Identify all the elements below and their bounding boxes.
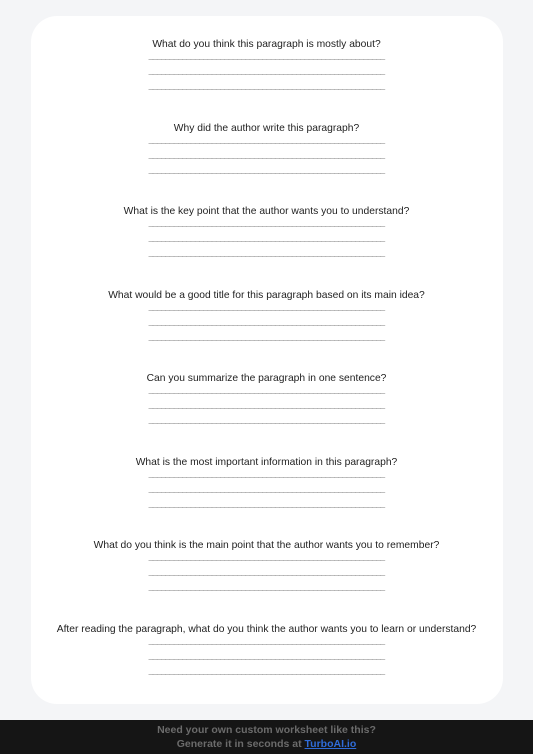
- question-text: Can you summarize the paragraph in one sentence?: [146, 373, 387, 384]
- question-block: [0, 205, 533, 275]
- question-text: What is the most important information in this paragraph?: [135, 457, 398, 468]
- promo-headline: Need your own custom worksheet like this?: [157, 724, 376, 736]
- question-block: [0, 623, 533, 693]
- question-text: Why did the author write this paragraph?: [173, 123, 360, 134]
- answer-line: ________________________________________________________: [148, 400, 385, 409]
- answer-line: ________________________________________________________: [148, 499, 385, 508]
- promo-subline: [0, 738, 533, 751]
- answer-line: ________________________________________________________: [148, 233, 385, 242]
- answer-line: ________________________________________________________: [148, 582, 385, 591]
- answer-line: ________________________________________________________: [148, 552, 385, 561]
- answer-line: ________________________________________________________: [148, 415, 385, 424]
- answer-line: ________________________________________________________: [148, 165, 385, 174]
- question-text: After reading the paragraph, what do you think the author wants you to learn or understand?: [56, 624, 477, 635]
- answer-line: ________________________________________________________: [148, 81, 385, 90]
- answer-line: ________________________________________________________: [148, 51, 385, 60]
- question-block: [0, 539, 533, 609]
- question-block: [0, 289, 533, 359]
- question-block: [0, 122, 533, 192]
- answer-line: ________________________________________________________: [148, 484, 385, 493]
- turboai-link[interactable]: TurboAI.io: [304, 738, 357, 750]
- answer-line: ________________________________________________________: [148, 651, 385, 660]
- answer-line: ________________________________________________________: [148, 150, 385, 159]
- question-block: [0, 456, 533, 526]
- question-text: What do you think this paragraph is mostly about?: [152, 39, 381, 50]
- answer-line: ________________________________________________________: [148, 218, 385, 227]
- answer-line: ________________________________________________________: [148, 317, 385, 326]
- question-block: [0, 372, 533, 442]
- question-text: What is the key point that the author wants you to understand?: [123, 206, 410, 217]
- answer-line: ________________________________________________________: [148, 248, 385, 257]
- answer-line: ________________________________________________________: [148, 302, 385, 311]
- answer-line: ________________________________________________________: [148, 66, 385, 75]
- promo-footer: [0, 720, 533, 754]
- answer-line: ________________________________________________________: [148, 636, 385, 645]
- answer-line: ________________________________________________________: [148, 332, 385, 341]
- question-text: What would be a good title for this paragraph based on its main idea?: [108, 290, 425, 301]
- answer-line: ________________________________________________________: [148, 385, 385, 394]
- question-block: [0, 38, 533, 108]
- answer-line: ________________________________________________________: [148, 469, 385, 478]
- answer-line: ________________________________________________________: [148, 135, 385, 144]
- answer-line: ________________________________________________________: [148, 666, 385, 675]
- answer-line: ________________________________________________________: [148, 567, 385, 576]
- promo-subline-text: Generate it in seconds at: [176, 738, 305, 750]
- question-text: What do you think is the main point that the author wants you to remember?: [93, 540, 440, 551]
